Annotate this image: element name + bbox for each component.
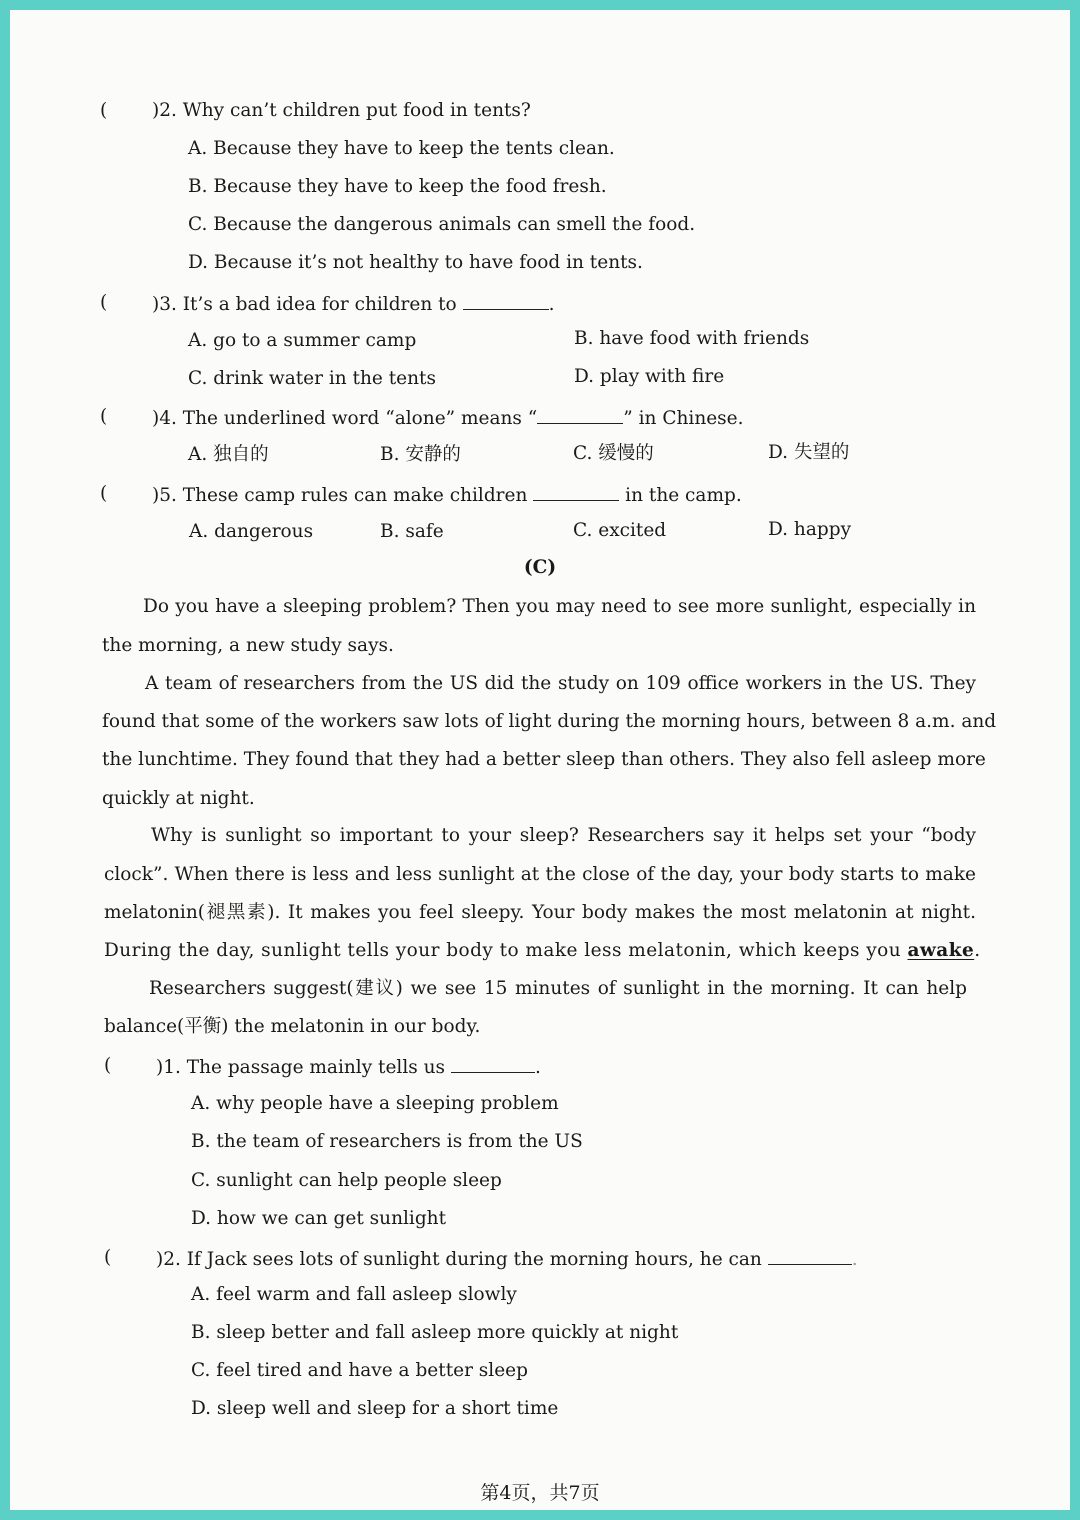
stem-text-end: in the camp. — [625, 485, 742, 506]
option-a: A. Because they have to keep the tents clean. — [188, 138, 615, 159]
passage-line: A team of researchers from the US did the study on 109 office workers in the US. They — [145, 673, 976, 694]
option-a: A. feel warm and fall asleep slowly — [191, 1284, 517, 1305]
option-b: B. safe — [380, 521, 444, 542]
passage-line: found that some of the workers saw lots of light during the morning hours, between 8 a.m. and — [102, 711, 997, 732]
option-a: A. dangerous — [189, 521, 314, 542]
option-c: C. feel tired and have a better sleep — [191, 1360, 528, 1381]
answer-blank[interactable] — [533, 482, 619, 501]
question-stem — [156, 1246, 858, 1272]
passage-line — [104, 939, 981, 963]
option-d: D. 失望的 — [768, 442, 850, 463]
stem-text: )2. If Jack sees lots of sunlight during the morning hours, he can — [156, 1249, 762, 1270]
stem-text: )4. The underlined word “alone” means “ — [152, 408, 538, 429]
stem-text-end: ” in Chinese. — [623, 408, 744, 429]
stem-text: )3. It’s a bad idea for children to — [152, 294, 457, 315]
stem-text: )1. The passage mainly tells us — [156, 1057, 446, 1078]
answer-paren[interactable]: ( — [100, 292, 108, 313]
option-b: B. have food with friends — [574, 328, 810, 349]
stem-text-end: . — [548, 294, 555, 315]
section-title: (C) — [523, 557, 557, 578]
passage-line: the lunchtime. They found that they had a better sleep than others. They also fell asleep more — [102, 749, 986, 770]
option-d: D. play with fire — [574, 366, 725, 387]
option-b: B. 安静的 — [380, 444, 461, 465]
stem-text-end: . — [851, 1249, 858, 1270]
passage-line: Why is sunlight so important to your sleep? Researchers say it helps set your “body — [151, 825, 976, 846]
option-a: A. why people have a sleeping problem — [191, 1093, 559, 1114]
option-b: B. sleep better and fall asleep more quickly at night — [191, 1322, 679, 1343]
passage-line: Researchers suggest(建议) we see 15 minutes of sunlight in the morning. It can help — [149, 978, 967, 999]
passage-line: Do you have a sleeping problem? Then you may need to see more sunlight, especially in — [143, 596, 976, 617]
stem-text-end: . — [534, 1057, 541, 1078]
passage-line: clock”. When there is less and less sunlight at the close of the day, your body starts to make — [104, 864, 976, 885]
option-d: D. happy — [768, 519, 852, 540]
answer-paren[interactable]: ( — [100, 100, 108, 121]
exam-page — [10, 10, 1070, 1510]
passage-line: quickly at night. — [102, 788, 255, 809]
option-b: B. Because they have to keep the food fresh. — [188, 176, 607, 197]
stem-text: )5. These camp rules can make children — [152, 485, 528, 506]
option-a: A. 独自的 — [188, 444, 269, 465]
question-stem — [156, 1054, 541, 1080]
period: . — [974, 940, 981, 961]
page-number: 第4页，共7页 — [480, 1482, 600, 1504]
option-d: D. how we can get sunlight — [191, 1208, 447, 1229]
option-c: C. sunlight can help people sleep — [191, 1170, 502, 1191]
answer-blank[interactable] — [463, 291, 549, 310]
option-c: C. excited — [573, 520, 667, 541]
answer-paren[interactable]: ( — [104, 1247, 112, 1268]
passage-text: During the day, sunlight tells your body to make less melatonin, which keeps you — [104, 940, 902, 961]
question-stem — [152, 291, 554, 317]
passage-line: the morning, a new study says. — [102, 635, 394, 656]
answer-blank[interactable] — [768, 1246, 852, 1265]
passage-line: melatonin(褪黑素). It makes you feel sleepy. Your body makes the most melatonin at night. — [104, 902, 976, 923]
answer-paren[interactable]: ( — [100, 406, 108, 427]
answer-paren[interactable]: ( — [104, 1055, 112, 1076]
answer-paren[interactable]: ( — [100, 483, 108, 504]
option-d: D. sleep well and sleep for a short time — [191, 1398, 559, 1419]
option-c: C. 缓慢的 — [573, 443, 654, 464]
question-stem — [152, 405, 744, 431]
option-a: A. go to a summer camp — [188, 330, 417, 351]
option-b: B. the team of researchers is from the US — [191, 1131, 583, 1152]
question-stem: )2. Why can’t children put food in tents? — [152, 100, 531, 121]
answer-blank[interactable] — [537, 405, 623, 424]
underlined-word: awake — [907, 940, 975, 961]
option-d: D. Because it’s not healthy to have food in tents. — [188, 252, 643, 273]
passage-line: balance(平衡) the melatonin in our body. — [104, 1016, 481, 1037]
question-stem — [152, 482, 742, 508]
option-c: C. Because the dangerous animals can smell the food. — [188, 214, 696, 235]
option-c: C. drink water in the tents — [188, 368, 436, 389]
answer-blank[interactable] — [451, 1054, 535, 1073]
